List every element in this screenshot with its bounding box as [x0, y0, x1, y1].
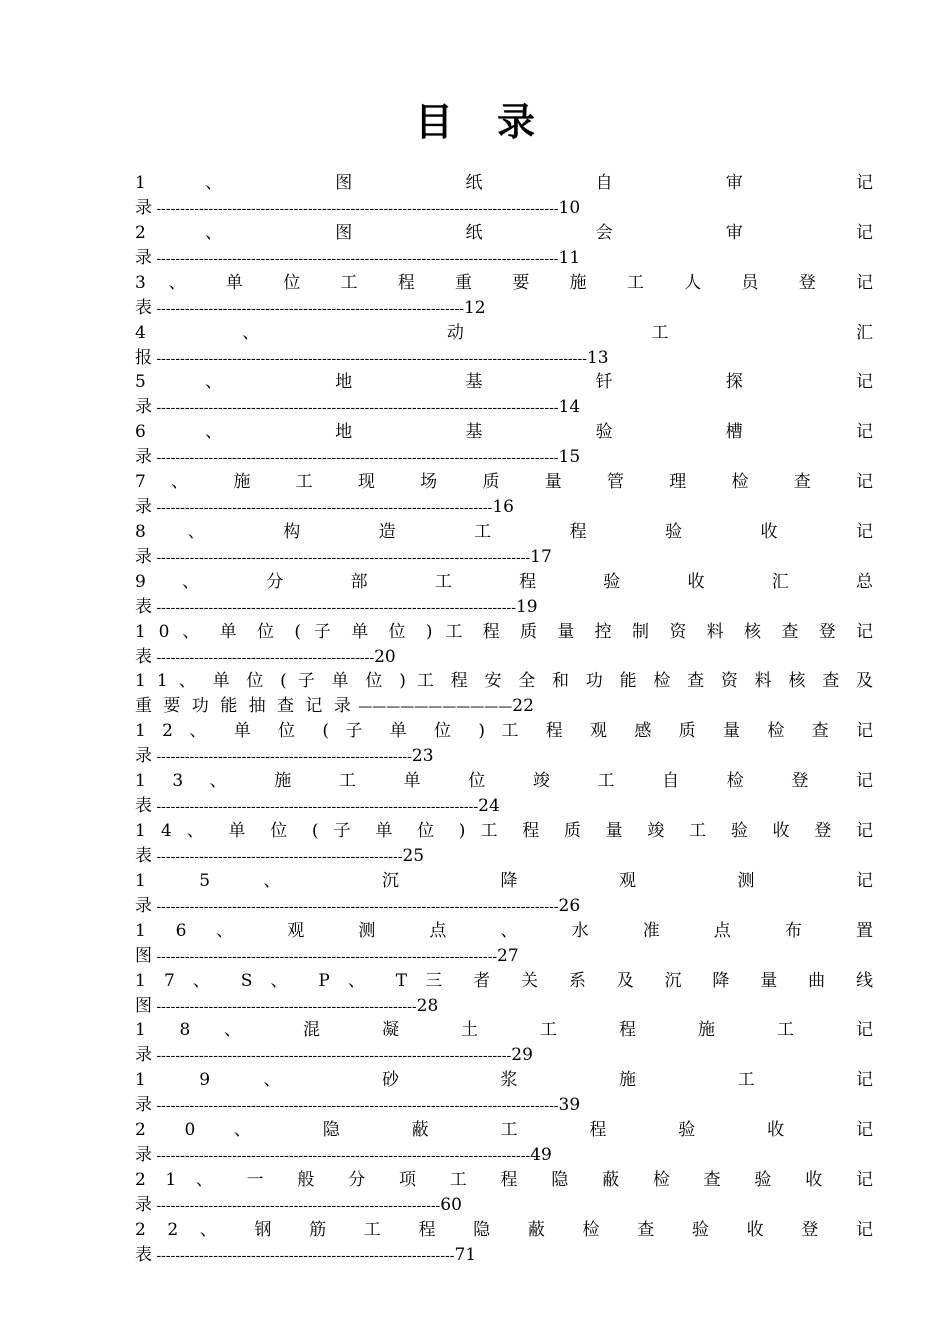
toc-entry[interactable] — [135, 669, 873, 719]
toc-entry-leader-line — [135, 1243, 873, 1268]
toc-entry-title-end: 录 — [135, 447, 152, 468]
toc-entry-title-end: 录 — [135, 546, 152, 567]
toc-entry-leader-line — [135, 744, 873, 769]
toc-entry-title-line: 2 2 、 钢 筋 工 程 隐 蔽 检 查 验 收 登 记 — [135, 1219, 873, 1240]
toc-entry[interactable] — [135, 719, 873, 769]
toc-entry-title-line: 1 、 图 纸 自 审 记 — [135, 173, 873, 193]
toc-entry-title-end: 重 要 功 能 抽 查 记 录 — [135, 696, 354, 717]
toc-entry-page-number: 71 — [454, 1244, 477, 1265]
toc-entry[interactable] — [135, 620, 873, 670]
toc-entry-title-end: 图 — [135, 945, 152, 966]
toc-entry[interactable] — [135, 271, 873, 321]
toc-entry[interactable] — [135, 869, 873, 919]
toc-entry-leader: ------------------------------------------------------------------------------------- — [152, 250, 559, 267]
toc-entry-leader-line — [135, 196, 873, 221]
toc-entry-title-end: 录 — [135, 895, 152, 916]
toc-entry-leader-line — [135, 944, 873, 969]
toc-entry-title-end: 表 — [135, 297, 152, 318]
toc-entry-title-line: 5 、 地 基 钎 探 记 — [135, 372, 873, 393]
table-of-contents — [135, 171, 873, 1268]
toc-entry[interactable] — [135, 470, 873, 520]
toc-entry-leader: --------------------------------------------------------------- — [152, 1247, 455, 1264]
toc-entry[interactable] — [135, 819, 873, 869]
toc-entry-leader: ------------------------------------------------------------------------------------- — [152, 1098, 559, 1115]
toc-entry[interactable] — [135, 1018, 873, 1068]
toc-entry-page-number: 17 — [530, 546, 552, 567]
toc-entry-leader: ------------------------------------------------------------------------------------- — [152, 201, 559, 217]
toc-entry-leader: ------------------------------------------------------ — [152, 749, 412, 766]
toc-entry-page-number: 23 — [411, 746, 434, 767]
toc-entry-leader-line — [135, 994, 873, 1019]
toc-entry-page-number: 24 — [478, 796, 500, 817]
toc-entry-title-line: 1 3 、 施 工 单 位 竣 工 自 检 登 记 — [135, 771, 873, 792]
toc-entry-leader-line — [135, 445, 873, 470]
toc-entry[interactable] — [135, 321, 873, 371]
toc-entry-title-end: 录 — [135, 397, 152, 418]
toc-entry-leader-line — [135, 246, 873, 271]
toc-entry-page-number: 60 — [440, 1194, 462, 1215]
toc-entry-title-line: 1 9 、 砂 浆 施 工 记 — [135, 1070, 873, 1091]
toc-entry-title-end: 表 — [135, 646, 152, 667]
toc-entry-title-line: 1 2 、 单 位 ( 子 单 位 ) 工 程 观 感 质 量 检 查 记 — [135, 721, 873, 742]
toc-entry-leader-line — [135, 346, 873, 371]
toc-entry-title-line: 8 、 构 造 工 程 验 收 记 — [135, 521, 873, 542]
toc-entry-title-line: 1 5 、 沉 降 观 测 记 — [135, 870, 873, 891]
toc-entry-title-end: 报 — [135, 347, 152, 368]
toc-entry-title-end: 录 — [135, 746, 152, 767]
toc-entry-leader: -------------------------------------------------------------------- — [152, 799, 479, 816]
toc-entry[interactable] — [135, 919, 873, 969]
toc-entry-leader-line — [135, 545, 873, 570]
toc-entry-title-end: 录 — [135, 1045, 152, 1066]
toc-entry-page-number: 20 — [374, 646, 396, 667]
toc-entry-title-line: 4 、 动 工 汇 — [135, 322, 873, 343]
toc-entry-title-line: 3 、 单 位 工 程 重 要 施 工 人 员 登 记 — [135, 272, 873, 293]
toc-entry-page-number: 29 — [511, 1045, 533, 1066]
toc-entry-leader: ---------------------------------------------------- — [152, 848, 403, 865]
toc-entry-leader-line — [135, 645, 873, 670]
toc-entry-page-number: 14 — [558, 397, 581, 418]
toc-entry-title-end: 表 — [135, 596, 152, 617]
toc-entry-page-number: 12 — [463, 297, 486, 318]
toc-entry-leader-line — [135, 1043, 873, 1068]
toc-entry[interactable] — [135, 171, 873, 221]
toc-entry-page-number: 11 — [558, 247, 581, 268]
toc-entry-leader: ------------------------------------------------------------------------ — [152, 948, 498, 965]
toc-entry-page-number: 26 — [558, 895, 581, 916]
toc-entry-title-line: 1 8 、 混 凝 土 工 程 施 工 记 — [135, 1020, 873, 1041]
toc-entry-leader: ------------------------------------------------------------ — [152, 1197, 441, 1214]
toc-entry-title-line: 1 0 、 单 位 ( 子 单 位 ) 工 程 质 量 控 制 资 料 核 查 登 记 — [135, 621, 873, 642]
toc-entry[interactable] — [135, 1168, 873, 1218]
toc-entry-title-end: 录 — [135, 497, 152, 518]
toc-entry-leader-line — [135, 296, 873, 321]
toc-entry-page-number: 10 — [558, 198, 581, 218]
toc-entry-title-line: 1 4 、 单 位 ( 子 单 位 ) 工 程 质 量 竣 工 验 收 登 记 — [135, 820, 873, 841]
toc-entry-page-number: 27 — [497, 945, 519, 966]
toc-entry-leader-line — [135, 495, 873, 520]
toc-entry[interactable] — [135, 1218, 873, 1268]
toc-entry-title-line: 6 、 地 基 验 槽 记 — [135, 422, 873, 443]
toc-entry-page-number: 15 — [558, 447, 581, 468]
page-title: 目录 — [414, 100, 579, 144]
toc-entry-title-line: 1 7 、 S 、 P 、 T 三 者 关 系 及 沉 降 量 曲 线 — [135, 970, 873, 991]
toc-entry-title-line: 7 、 施 工 现 场 质 量 管 理 检 查 记 — [135, 472, 873, 493]
toc-entry-leader-line — [135, 595, 873, 620]
toc-entry-title-line: 1 6 、 观 测 点 、 水 准 点 布 置 — [135, 920, 873, 941]
toc-entry[interactable] — [135, 969, 873, 1019]
toc-entry-leader: ------------------------------------------------------------------------------------------- — [152, 350, 587, 367]
toc-entry-leader: ------------------------------------------------------------------------------------- — [152, 400, 559, 417]
toc-entry-title-end: 录 — [135, 247, 152, 268]
toc-entry-leader-line — [135, 395, 873, 420]
toc-entry-title-line: 2 1 、 一 般 分 项 工 程 隐 蔽 检 查 验 收 记 — [135, 1169, 873, 1190]
toc-entry[interactable] — [135, 769, 873, 819]
toc-entry-title-end: 录 — [135, 1095, 152, 1116]
toc-entry-title-line: 9 、 分 部 工 程 验 收 汇 总 — [135, 571, 873, 592]
toc-entry-leader: ---------------------------------------------------------------------------- — [152, 599, 516, 616]
toc-entry-leader: ——————————— — [353, 699, 513, 716]
toc-entry[interactable] — [135, 1118, 873, 1168]
toc-entry-leader: ------------------------------------------------------------------------------------- — [152, 898, 559, 915]
toc-entry-leader: ----------------------------------------------------------------------- — [152, 500, 493, 517]
toc-entry-title-end: 图 — [135, 995, 152, 1016]
toc-entry[interactable] — [135, 370, 873, 420]
toc-entry-page-number: 39 — [558, 1095, 581, 1116]
toc-entry-leader: ------------------------------------------------------------------------------- — [152, 549, 531, 566]
toc-entry-title-end: 录 — [135, 1194, 152, 1215]
toc-entry-leader: ------------------------------------------------------- — [152, 998, 417, 1015]
toc-entry[interactable] — [135, 520, 873, 570]
toc-entry[interactable] — [135, 1068, 873, 1118]
toc-entry-leader-line — [135, 794, 873, 819]
toc-entry-leader: ------------------------------------------------------------------------------- — [152, 1148, 531, 1165]
toc-entry-title-end: 录 — [135, 198, 152, 218]
toc-entry-title-line: 1 1 、 单 位 ( 子 单 位 ) 工 程 安 全 和 功 能 检 查 资 料 核 查 及 — [135, 671, 873, 692]
toc-entry-page-number: 22 — [512, 696, 534, 717]
toc-entry-page-number: 49 — [530, 1145, 552, 1166]
toc-entry-leader: --------------------------------------------------------------------------- — [152, 1048, 512, 1065]
toc-entry-leader: ------------------------------------------------------------------------------------- — [152, 450, 559, 467]
toc-entry-title-end: 录 — [135, 1145, 152, 1166]
toc-entry[interactable] — [135, 420, 873, 470]
toc-entry-title-end: 表 — [135, 796, 152, 817]
toc-entry-title-line: 2 、 图 纸 会 审 记 — [135, 222, 873, 243]
toc-entry-leader-line — [135, 1193, 873, 1218]
toc-entry-leader-line — [135, 1093, 873, 1118]
toc-entry-leader-line — [135, 694, 873, 719]
toc-entry-page-number: 19 — [515, 596, 538, 617]
toc-entry[interactable] — [135, 221, 873, 271]
toc-entry-leader: ----------------------------------------------------------------- — [152, 300, 464, 317]
toc-entry-title-end: 表 — [135, 845, 152, 866]
toc-entry-page-number: 28 — [416, 995, 439, 1016]
toc-entry[interactable] — [135, 570, 873, 620]
toc-entry-leader-line — [135, 1143, 873, 1168]
toc-entry-leader-line — [135, 844, 873, 869]
toc-entry-leader-line — [135, 894, 873, 919]
toc-entry-leader: ---------------------------------------------- — [152, 649, 375, 666]
toc-entry-page-number: 13 — [586, 347, 609, 368]
toc-entry-title-end: 表 — [135, 1244, 152, 1265]
toc-entry-title-line: 2 0 、 隐 蔽 工 程 验 收 记 — [135, 1120, 873, 1141]
toc-entry-page-number: 16 — [492, 497, 514, 518]
toc-entry-page-number: 25 — [402, 845, 425, 866]
